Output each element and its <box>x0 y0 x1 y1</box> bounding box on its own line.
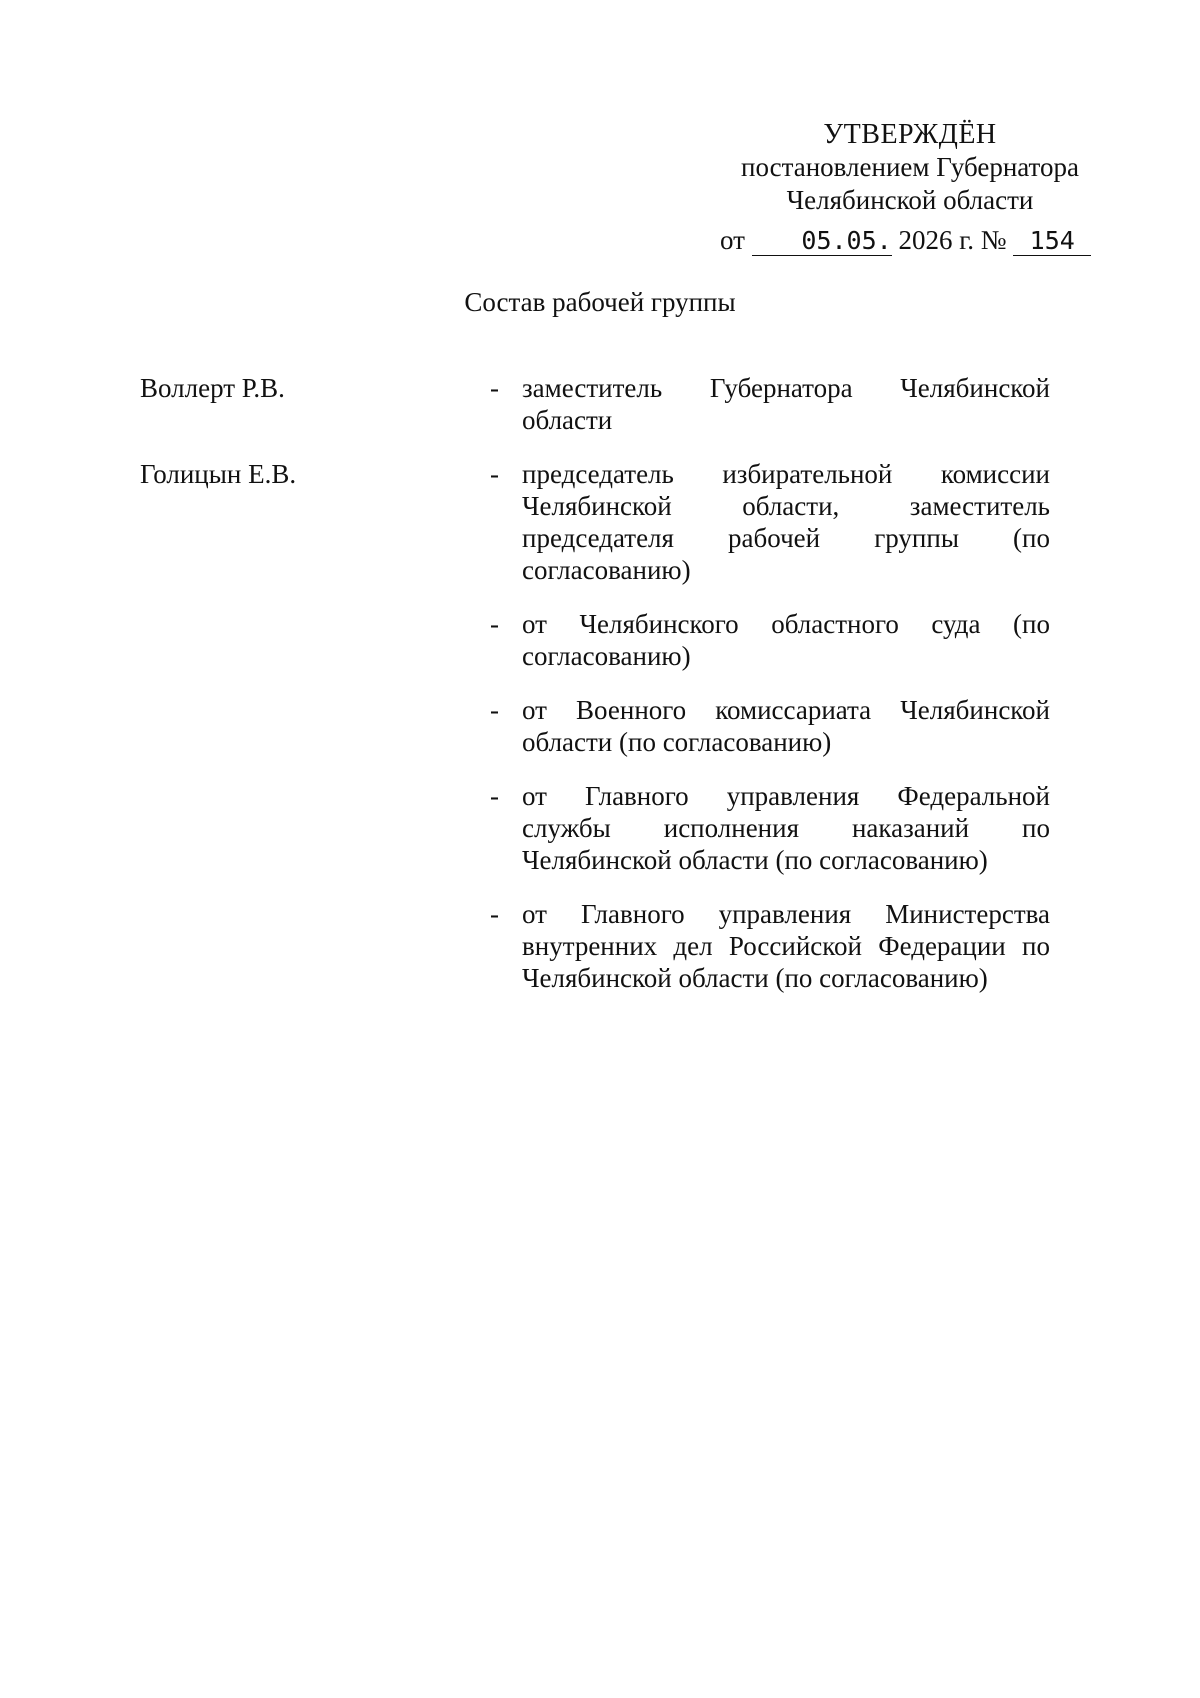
document-title: Состав рабочей группы <box>464 287 736 317</box>
approval-line-2: Челябинской области <box>786 185 1034 215</box>
member-row <box>140 458 1050 586</box>
member-name <box>140 898 490 994</box>
member-dash: - <box>490 609 499 639</box>
members-list <box>140 372 1050 1016</box>
member-name <box>140 608 490 672</box>
member-name <box>140 780 490 876</box>
member-name <box>140 694 490 758</box>
approval-block <box>700 118 1120 217</box>
member-name: Голицын Е.В. <box>140 459 297 489</box>
document-number: 154 <box>1013 227 1091 256</box>
member-row <box>140 608 1050 672</box>
member-name: Воллерт Р.В. <box>140 373 285 403</box>
member-dash: - <box>490 899 499 929</box>
member-row <box>140 372 1050 436</box>
member-dash: - <box>490 459 499 489</box>
member-description: от Челябинского областного суда (по согласованию) <box>522 609 1050 671</box>
approval-date-line <box>720 224 1091 257</box>
member-row <box>140 780 1050 876</box>
member-description: от Военного комиссариата Челябинской области (по согласованию) <box>522 695 1050 757</box>
member-dash: - <box>490 781 499 811</box>
member-row <box>140 898 1050 994</box>
year-text: 2026 г. № <box>898 225 1007 255</box>
member-description: председатель избирательной комиссии Челябинской области, заместитель председателя рабочей группы (по согласованию) <box>522 459 1050 585</box>
member-description: заместитель Губернатора Челябинской области <box>522 373 1050 435</box>
approval-line-1: постановлением Губернатора <box>741 152 1079 182</box>
member-description: от Главного управления Министерства внутренних дел Российской Федерации по Челябинской области (по согласованию) <box>522 899 1050 993</box>
member-dash: - <box>490 373 499 403</box>
member-dash: - <box>490 695 499 725</box>
approval-heading: УТВЕРЖДЁН <box>823 119 997 150</box>
member-description: от Главного управления Федеральной службы исполнения наказаний по Челябинской области (по согласованию) <box>522 781 1050 875</box>
member-row <box>140 694 1050 758</box>
date-value: 05.05. <box>752 227 892 256</box>
date-prefix: от <box>720 225 745 255</box>
